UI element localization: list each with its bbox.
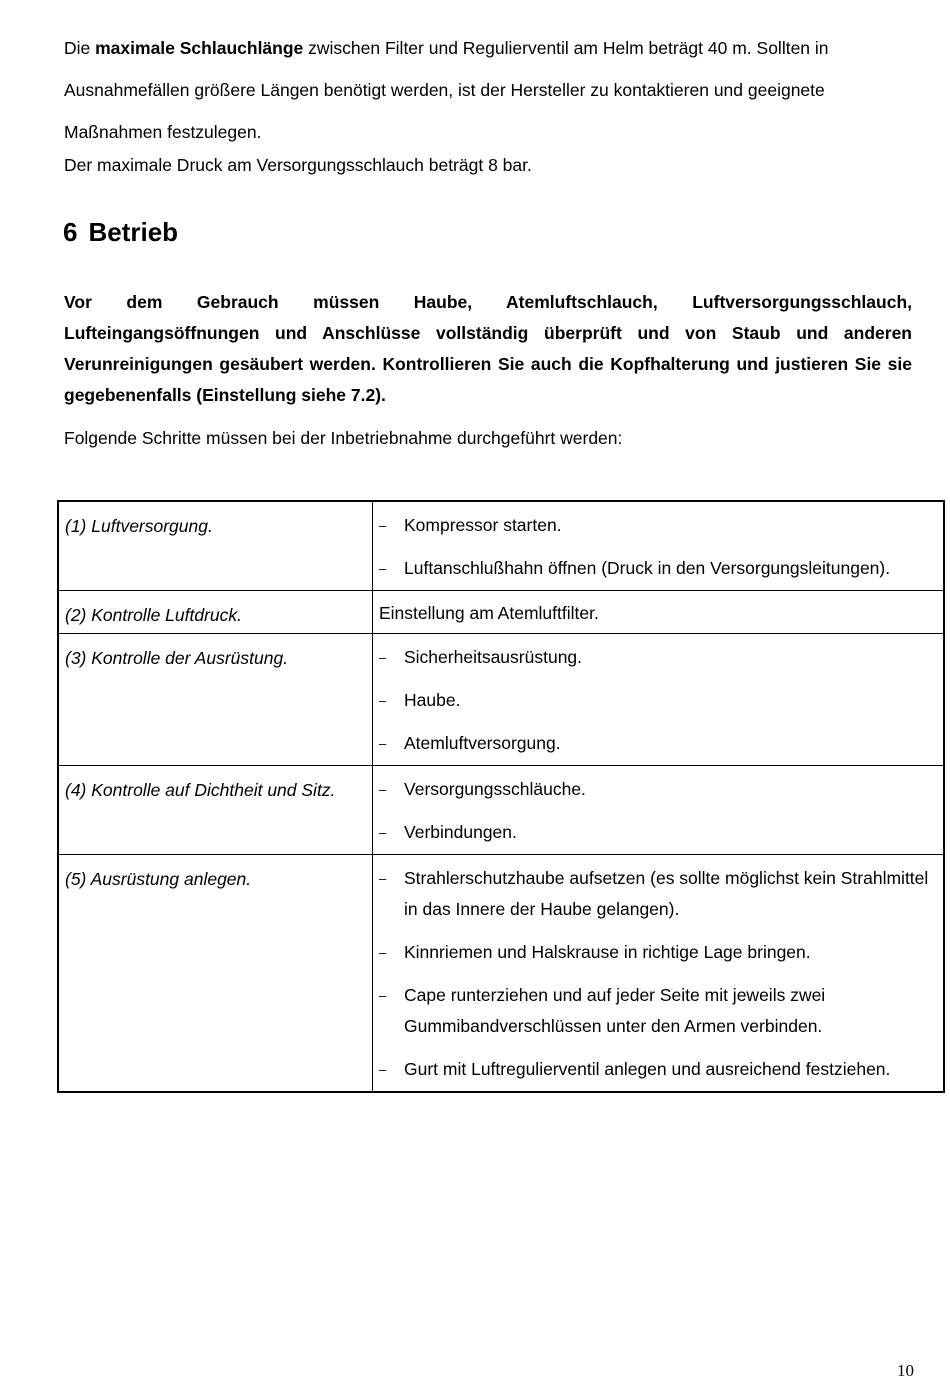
step-item-list <box>379 863 937 1085</box>
dash-bullet-icon: – <box>379 561 387 576</box>
step-item-text: Gurt mit Luftregulierventil anlegen und ausreichend festziehen. <box>404 1059 891 1079</box>
step-item <box>379 685 937 716</box>
step-item <box>379 863 937 925</box>
dash-bullet-icon: – <box>379 782 387 797</box>
step-text: Einstellung am Atemluftfilter. <box>373 591 945 634</box>
step-item-list <box>379 642 937 759</box>
step-row <box>58 766 944 855</box>
step-label: (1) Luftversorgung. <box>58 501 373 591</box>
step-item <box>379 980 937 1042</box>
step-item <box>379 642 937 673</box>
step-item-text: Atemluftversorgung. <box>404 733 561 753</box>
pressure-paragraph: Der maximale Druck am Versorgungsschlauch beträgt 8 bar. <box>64 155 532 175</box>
paragraph-rest: zwischen Filter und Regulierventil am Helm beträgt 40 m. Sollten in Ausnahmefällen größere Längen benötigt werden, ist der Hersteller zu kontaktieren und geeignete Maßnahmen festzulegen. <box>64 38 829 142</box>
step-item <box>379 937 937 968</box>
step-item-text: Sicherheitsausrüstung. <box>404 647 583 667</box>
step-items <box>373 766 945 855</box>
step-label: (2) Kontrolle Luftdruck. <box>58 591 373 634</box>
step-item <box>379 510 937 541</box>
steps-table <box>57 500 945 1093</box>
paragraph-prefix: Die <box>64 38 96 58</box>
schlauchlaenge-paragraph <box>64 27 912 153</box>
step-label: (3) Kontrolle der Ausrüstung. <box>58 634 373 766</box>
step-item-text: Kinnriemen und Halskrause in richtige Lage bringen. <box>404 942 811 962</box>
intro-paragraph: Folgende Schritte müssen bei der Inbetriebnahme durchgeführt werden: <box>64 428 623 448</box>
step-item-text: Verbindungen. <box>404 822 517 842</box>
step-item-list <box>379 774 937 848</box>
step-item-text: Versorgungsschläuche. <box>404 779 586 799</box>
warning-paragraph: Vor dem Gebrauch müssen Haube, Atemluftschlauch, Luftversorgungsschlauch, Lufteingangsöffnungen und Anschlüsse vollständig überprüft und von Staub und anderen Verunreinigungen gesäubert werden. Kontrollieren Sie auch die Kopfhalterung und justieren Sie sie gegebenenfalls (Einstellung siehe 7.2). <box>64 292 912 405</box>
step-item-list <box>379 510 937 584</box>
step-item <box>379 1054 937 1085</box>
step-item <box>379 553 937 584</box>
step-item <box>379 817 937 848</box>
dash-bullet-icon: – <box>379 650 387 665</box>
dash-bullet-icon: – <box>379 825 387 840</box>
step-item-text: Haube. <box>404 690 461 710</box>
step-row <box>58 634 944 766</box>
step-label: (5) Ausrüstung anlegen. <box>58 855 373 1093</box>
step-items <box>373 501 945 591</box>
step-row <box>58 855 944 1093</box>
step-row <box>58 591 944 634</box>
step-items <box>373 634 945 766</box>
step-items <box>373 855 945 1093</box>
step-item-text: Cape runterziehen und auf jeder Seite mit jeweils zwei Gummibandverschlüssen unter den Armen verbinden. <box>404 985 826 1036</box>
section-title: Betrieb <box>88 217 179 247</box>
step-item <box>379 728 937 759</box>
step-row <box>58 501 944 591</box>
step-item-text: Kompressor starten. <box>404 515 562 535</box>
step-item-text: Strahlerschutzhaube aufsetzen (es sollte möglichst kein Strahlmittel in das Innere der Haube gelangen). <box>404 868 929 919</box>
dash-bullet-icon: – <box>379 518 387 533</box>
step-label: (4) Kontrolle auf Dichtheit und Sitz. <box>58 766 373 855</box>
dash-bullet-icon: – <box>379 988 387 1003</box>
section-number: 6 <box>63 217 78 247</box>
page-number: 10 <box>897 1361 914 1380</box>
dash-bullet-icon: – <box>379 871 387 886</box>
section-heading <box>63 214 178 250</box>
dash-bullet-icon: – <box>379 736 387 751</box>
dash-bullet-icon: – <box>379 693 387 708</box>
step-item-text: Luftanschlußhahn öffnen (Druck in den Versorgungsleitungen). <box>404 558 891 578</box>
step-item <box>379 774 937 805</box>
dash-bullet-icon: – <box>379 1062 387 1077</box>
paragraph-bold-term: maximale Schlauchlänge <box>95 38 304 58</box>
dash-bullet-icon: – <box>379 945 387 960</box>
